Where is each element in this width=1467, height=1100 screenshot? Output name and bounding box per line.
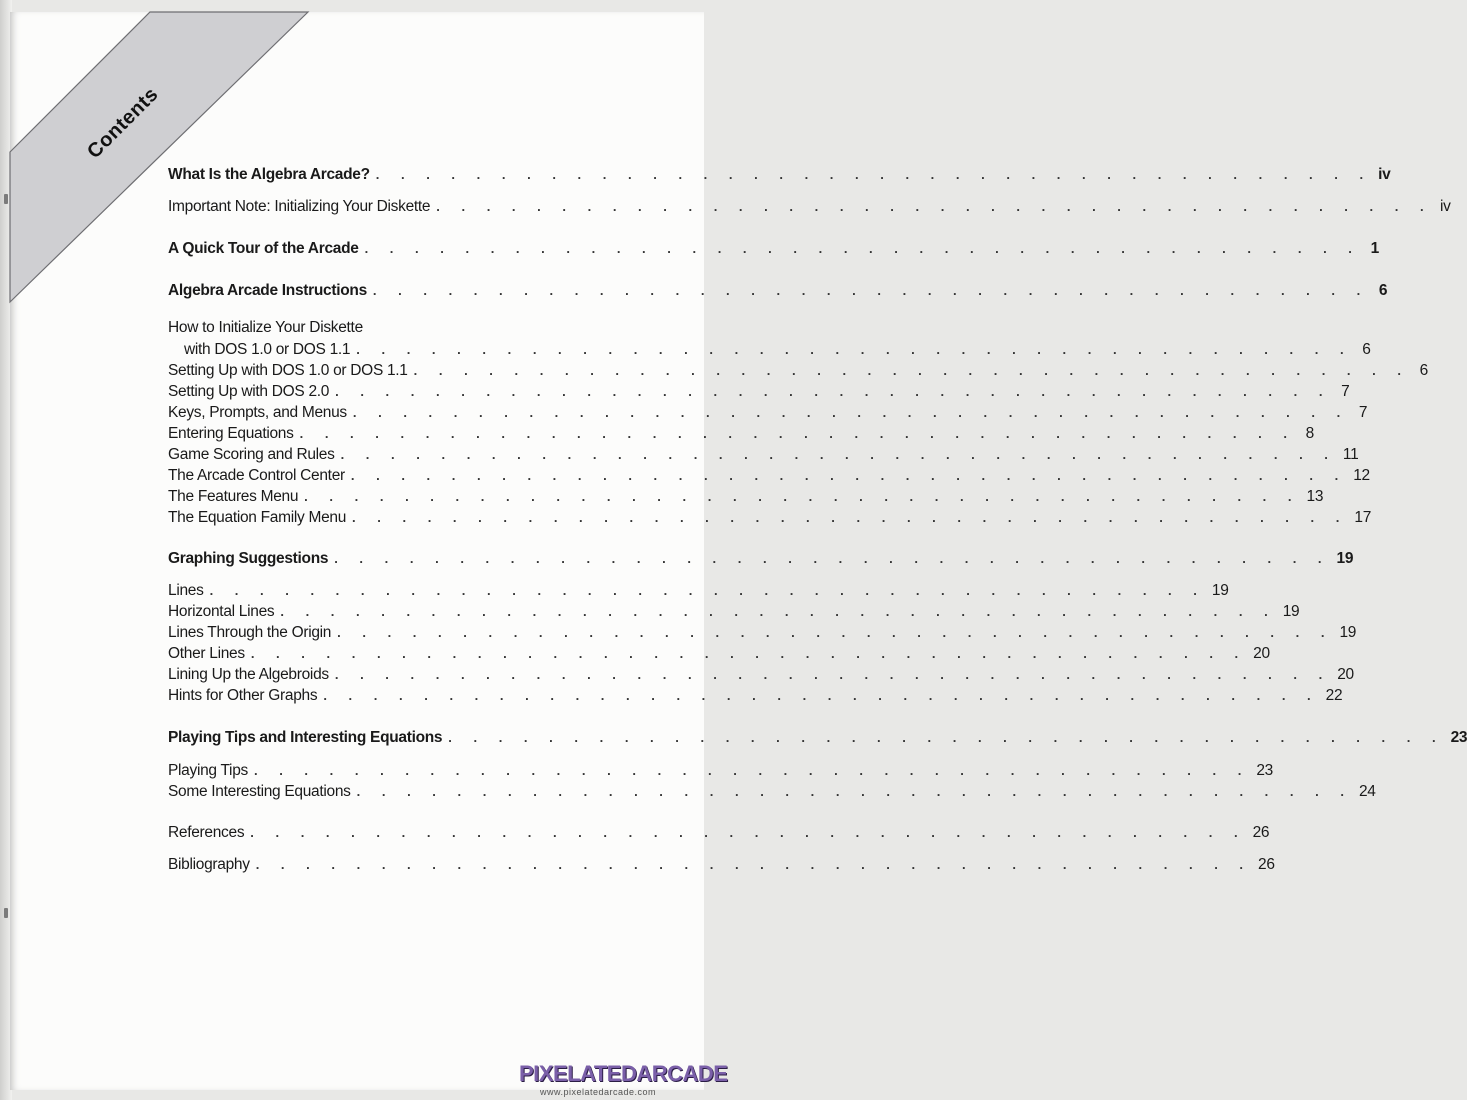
dot-leader: . . . . . . . . . . . . . . . . . . . . . . . . . . . . . . . . . . . . . . . . xyxy=(337,625,1334,640)
toc-entry-page: 6 xyxy=(1419,362,1428,379)
toc-entry-title: Playing Tips xyxy=(168,762,248,779)
toc-entry-title: Lines Through the Origin xyxy=(168,624,332,641)
toc-entry xyxy=(168,198,1451,220)
toc-entry-page: 13 xyxy=(1306,488,1324,505)
dot-leader: . . . . . . . . . . . . . . . . . . . . . . . . . . . . . . . . . . . . . . . . xyxy=(335,384,1332,399)
toc-entry-page: iv xyxy=(1440,198,1451,215)
toc-entry-title: A Quick Tour of the Arcade xyxy=(168,240,359,257)
toc-entry-page: 20 xyxy=(1337,666,1354,683)
dot-leader: . . . . . . . . . . . . . . . . . . . . . . . . . . . . . . . . . . . . . . . . xyxy=(356,342,1353,357)
toc-entry-title: Algebra Arcade Instructions xyxy=(168,282,367,299)
toc-entry-title: Bibliography xyxy=(168,856,250,873)
toc-entry xyxy=(168,856,1275,878)
dot-leader: . . . . . . . . . . . . . . . . . . . . . . . . . . . . . . . . . . . . . . . . xyxy=(209,583,1206,598)
dot-leader: . . . . . . . . . . . . . . . . . . . . . . . . . . . . . . . . . . . . . . . . xyxy=(436,199,1433,214)
dot-leader: . . . . . . . . . . . . . . . . . . . . . . . . . . . . . . . . . . . . . . . . xyxy=(334,667,1332,682)
toc-entry-page: 6 xyxy=(1378,282,1388,299)
staple xyxy=(4,908,8,918)
dot-leader: . . . . . . . . . . . . . . . . . . . . . . . . . . . . . . . . . . . . . . . . xyxy=(299,426,1296,441)
toc-entry-title: Hints for Other Graphs xyxy=(168,687,318,704)
toc-entry-title: The Equation Family Menu xyxy=(168,509,347,526)
watermark-url: www.pixelatedarcade.com xyxy=(540,1087,657,1097)
dot-leader: . . . . . . . . . . . . . . . . . . . . . . . . . . . . . . . . . . . . . . . . xyxy=(350,468,1348,483)
dot-leader: . . . . . . . . . . . . . . . . . . . . . . . . . . . . . . . . . . . . . . . . xyxy=(253,763,1251,778)
toc-entry xyxy=(168,762,1273,784)
toc-entry-page: 24 xyxy=(1358,783,1376,800)
toc-entry xyxy=(168,824,1270,846)
toc-entry-title: Keys, Prompts, and Menus xyxy=(168,404,347,421)
toc-entry-page: iv xyxy=(1378,166,1391,183)
toc-entry-title: Setting Up with DOS 2.0 xyxy=(168,383,330,400)
toc-entry xyxy=(168,550,1354,572)
toc-entry xyxy=(168,383,1350,405)
toc-entry xyxy=(168,362,1428,384)
dot-leader: . . . . . . . . . . . . . . . . . . . . . . . . . . . . . . . . . . . . . . . . xyxy=(255,857,1253,872)
toc-entry-page: 12 xyxy=(1353,467,1370,484)
toc-entry-page: 17 xyxy=(1354,509,1372,526)
toc-entry xyxy=(168,687,1343,709)
toc-entry-title: Important Note: Initializing Your Diskette xyxy=(168,198,431,215)
toc-entry xyxy=(168,783,1376,805)
dot-leader: . . . . . . . . . . . . . . . . . . . . . . . . . . . . . . . . . . . . . . . . xyxy=(352,405,1350,420)
toc-entry-page: 26 xyxy=(1258,856,1275,873)
dot-leader: . . . . . . . . . . . . . . . . . . . . . . . . . . . . . . . . . . . . . . . . xyxy=(375,167,1373,182)
toc-entry-title: Graphing Suggestions xyxy=(168,550,329,567)
toc-entry-title: Some Interesting Equations xyxy=(168,783,351,800)
watermark-brand: PIXELATEDARCADE xyxy=(519,1061,728,1086)
toc-entry-title: Setting Up with DOS 1.0 or DOS 1.1 xyxy=(168,362,408,379)
dot-leader: . . . . . . . . . . . . . . . . . . . . . . . . . . . . . . . . . . . . . . . . xyxy=(356,784,1353,799)
toc-entry-page: 11 xyxy=(1342,446,1359,463)
toc-entry-title: The Features Menu xyxy=(168,488,299,505)
toc-entry-title: References xyxy=(168,824,245,841)
toc-entry xyxy=(168,624,1357,646)
toc-entry-title: The Arcade Control Center xyxy=(168,467,345,484)
toc-entry xyxy=(168,509,1372,531)
toc-entry xyxy=(168,319,654,341)
toc-entry xyxy=(168,446,1359,468)
dot-leader: . . . . . . . . . . . . . . . . . . . . . . . . . . . . . . . . . . . . . . . . xyxy=(280,604,1277,619)
toc-entry-page: 19 xyxy=(1336,550,1354,567)
dot-leader: . . . . . . . . . . . . . . . . . . . . . . . . . . . . . . . . . . . . . . . . xyxy=(334,551,1331,566)
dot-leader: . . . . . . . . . . . . . . . . . . . . . . . . . . . . . . . . . . . . . . . . xyxy=(340,447,1337,462)
toc-entry-page: 26 xyxy=(1252,824,1270,841)
toc-entry-page: 20 xyxy=(1253,645,1270,662)
toc-entry-title: with DOS 1.0 or DOS 1.1 xyxy=(184,341,351,358)
toc-entry-title: What Is the Algebra Arcade? xyxy=(168,166,370,183)
toc-entry-page: 1 xyxy=(1370,240,1379,257)
toc-entry xyxy=(168,166,1391,188)
toc-entry xyxy=(168,282,1388,304)
toc-entry xyxy=(168,467,1370,489)
dot-leader: . . . . . . . . . . . . . . . . . . . . . . . . . . . . . . . . . . . . . . . . xyxy=(413,363,1410,378)
toc-entry-title: Lines xyxy=(168,582,204,599)
contents-heading: Contents xyxy=(83,83,163,163)
dot-leader: . . . . . . . . . . . . . . . . . . . . . . . . . . . . . . . . . . . . . . . . xyxy=(352,510,1349,525)
toc-entry-title: Other Lines xyxy=(168,645,245,662)
toc-entry-title: Game Scoring and Rules xyxy=(168,446,335,463)
dot-leader: . . . . . . . . . . . . . . . . . . . . . . . . . . . . . . . . . . . . . . . . xyxy=(304,489,1301,504)
toc-entry xyxy=(168,404,1368,426)
toc-entry-page: 23 xyxy=(1256,762,1273,779)
toc-entry xyxy=(168,240,1379,262)
toc-entry-page: 23 xyxy=(1450,729,1467,746)
toc-entry xyxy=(168,582,1229,604)
dot-leader: . . . . . . . . . . . . . . . . . . . . . . . . . . . . . . . . . . . . . . . . xyxy=(364,241,1361,256)
toc-entry xyxy=(168,341,1371,363)
toc-entry-title: Entering Equations xyxy=(168,425,294,442)
dot-leader: . . . . . . . . . . . . . . . . . . . . . . . . . . . . . . . . . . . . . . . . xyxy=(250,646,1248,661)
toc-entry xyxy=(168,666,1354,688)
toc-entry xyxy=(168,425,1314,447)
toc-entry-page: 19 xyxy=(1282,603,1300,620)
toc-entry-title: Playing Tips and Interesting Equations xyxy=(168,729,443,746)
dot-leader: . . . . . . . . . . . . . . . . . . . . . . . . . . . . . . . . . . . . . . . . xyxy=(372,283,1370,298)
dot-leader: . . . . . . . . . . . . . . . . . . . . . . . . . . . . . . . . . . . . . . . . xyxy=(323,688,1320,703)
toc-entry-title: Horizontal Lines xyxy=(168,603,275,620)
toc-entry-page: 22 xyxy=(1325,687,1343,704)
toc-entry-page: 19 xyxy=(1211,582,1229,599)
staple xyxy=(4,194,8,204)
toc-entry-page: 19 xyxy=(1339,624,1357,641)
toc-entry xyxy=(168,645,1270,667)
toc-entry-page: 7 xyxy=(1341,383,1350,400)
toc-entry-page: 6 xyxy=(1362,341,1371,358)
toc-entry-page: 7 xyxy=(1358,404,1368,421)
toc-entry-page: 8 xyxy=(1305,425,1314,442)
dot-leader: . . . . . . . . . . . . . . . . . . . . . . . . . . . . . . . . . . . . . . . . xyxy=(250,825,1247,840)
toc-entry xyxy=(168,603,1300,625)
toc-entry-title: How to Initialize Your Diskette xyxy=(168,319,363,336)
toc-entry xyxy=(168,729,1467,751)
dot-leader: . . . . . . . . . . . . . . . . . . . . . . . . . . . . . . . . . . . . . . . . xyxy=(448,730,1445,745)
toc-entry xyxy=(168,488,1324,510)
toc-entry-title: Lining Up the Algebroids xyxy=(168,666,329,683)
